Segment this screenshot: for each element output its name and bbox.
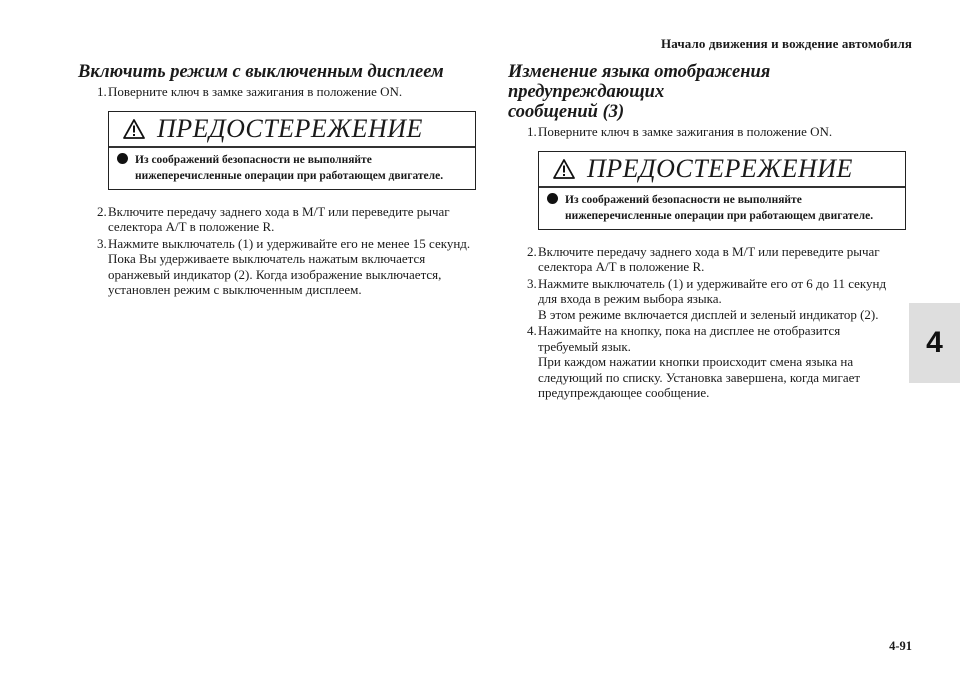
step-1 [78,84,476,100]
section-title-line: Изменение языка отображения предупреждающих [508,62,771,102]
step-1 [508,124,906,140]
bullet-icon [547,193,558,204]
step-text: Поверните ключ в замке зажигания в положение ON. [538,124,833,139]
left-column [78,62,476,298]
warning-text [109,148,475,189]
step-text: Пока Вы удерживаете выключатель нажатым включается [108,251,426,266]
step-number: 4. [527,323,537,338]
warning-line: нижеперечисленные операции при работающем двигателе. [565,209,874,222]
right-column [508,62,906,401]
steps-list [508,244,906,401]
step-text: установлен режим с выключенным дисплеем. [108,282,362,297]
warning-header [539,152,905,188]
section-title-line: сообщений (3) [508,102,625,122]
step-text: Нажмите выключатель (1) и удерживайте его не менее 15 секунд. [108,235,471,251]
warning-box [538,151,906,230]
warning-text [539,188,905,229]
step-number: 3. [527,275,537,291]
warning-line: нижеперечисленные операции при работающем двигателе. [135,169,444,182]
chapter-tab: 4 [909,303,960,383]
step-3 [78,236,476,298]
step-number: 3. [97,235,107,251]
step-text: Включите передачу заднего хода в M/T или переведите рычаг [108,203,450,219]
warning-line: Из соображений безопасности не выполняйте [565,193,802,206]
page-header: Начало движения и вождение автомобиля [661,36,912,51]
warning-triangle-icon [553,159,575,179]
warning-title: ПРЕДОСТЕРЕЖЕНИЕ [587,153,853,183]
warning-header [109,112,475,148]
step-number: 2. [97,203,107,219]
section-title-display-off: Включить режим с выключенным дисплеем [78,62,444,82]
step-text: селектора A/T в положение R. [538,259,705,274]
step-text: Включите передачу заднего хода в M/T или переведите рычаг [538,243,880,259]
warning-title: ПРЕДОСТЕРЕЖЕНИЕ [157,113,423,143]
step-2 [78,204,476,235]
step-text: селектора A/T в положение R. [108,219,275,234]
step-3 [508,276,906,323]
step-number: 1. [97,84,107,99]
steps-list [78,204,476,298]
step-text: Нажимайте на кнопку, пока на дисплее не отобразится [538,323,841,338]
step-text: В этом режиме включается дисплей и зеленый индикатор (2). [538,306,879,322]
step-2 [508,244,906,275]
step-text: При каждом нажатии кнопки происходит смена языка на [538,354,854,369]
step-number: 2. [527,243,537,259]
warning-line: Из соображений безопасности не выполняйте [135,153,372,166]
step-text: Нажмите выключатель (1) и удерживайте его от 6 до 11 секунд [538,275,887,291]
step-text: требуемый язык. [538,338,631,354]
step-number: 1. [527,124,537,139]
step-text: Поверните ключ в замке зажигания в положение ON. [108,84,403,99]
step-text: следующий по списку. Установка завершена, когда мигает [538,369,861,385]
warning-box [108,111,476,190]
step-text: предупреждающее сообщение. [538,385,710,400]
bullet-icon [117,153,128,164]
step-4 [508,323,906,401]
step-text: оранжевый индикатор (2). Когда изображение выключается, [108,266,442,282]
page-number: 4-91 [889,639,912,653]
step-text: для входа в режим выбора языка. [538,291,722,306]
section-title-language [508,62,904,122]
warning-triangle-icon [123,119,145,139]
